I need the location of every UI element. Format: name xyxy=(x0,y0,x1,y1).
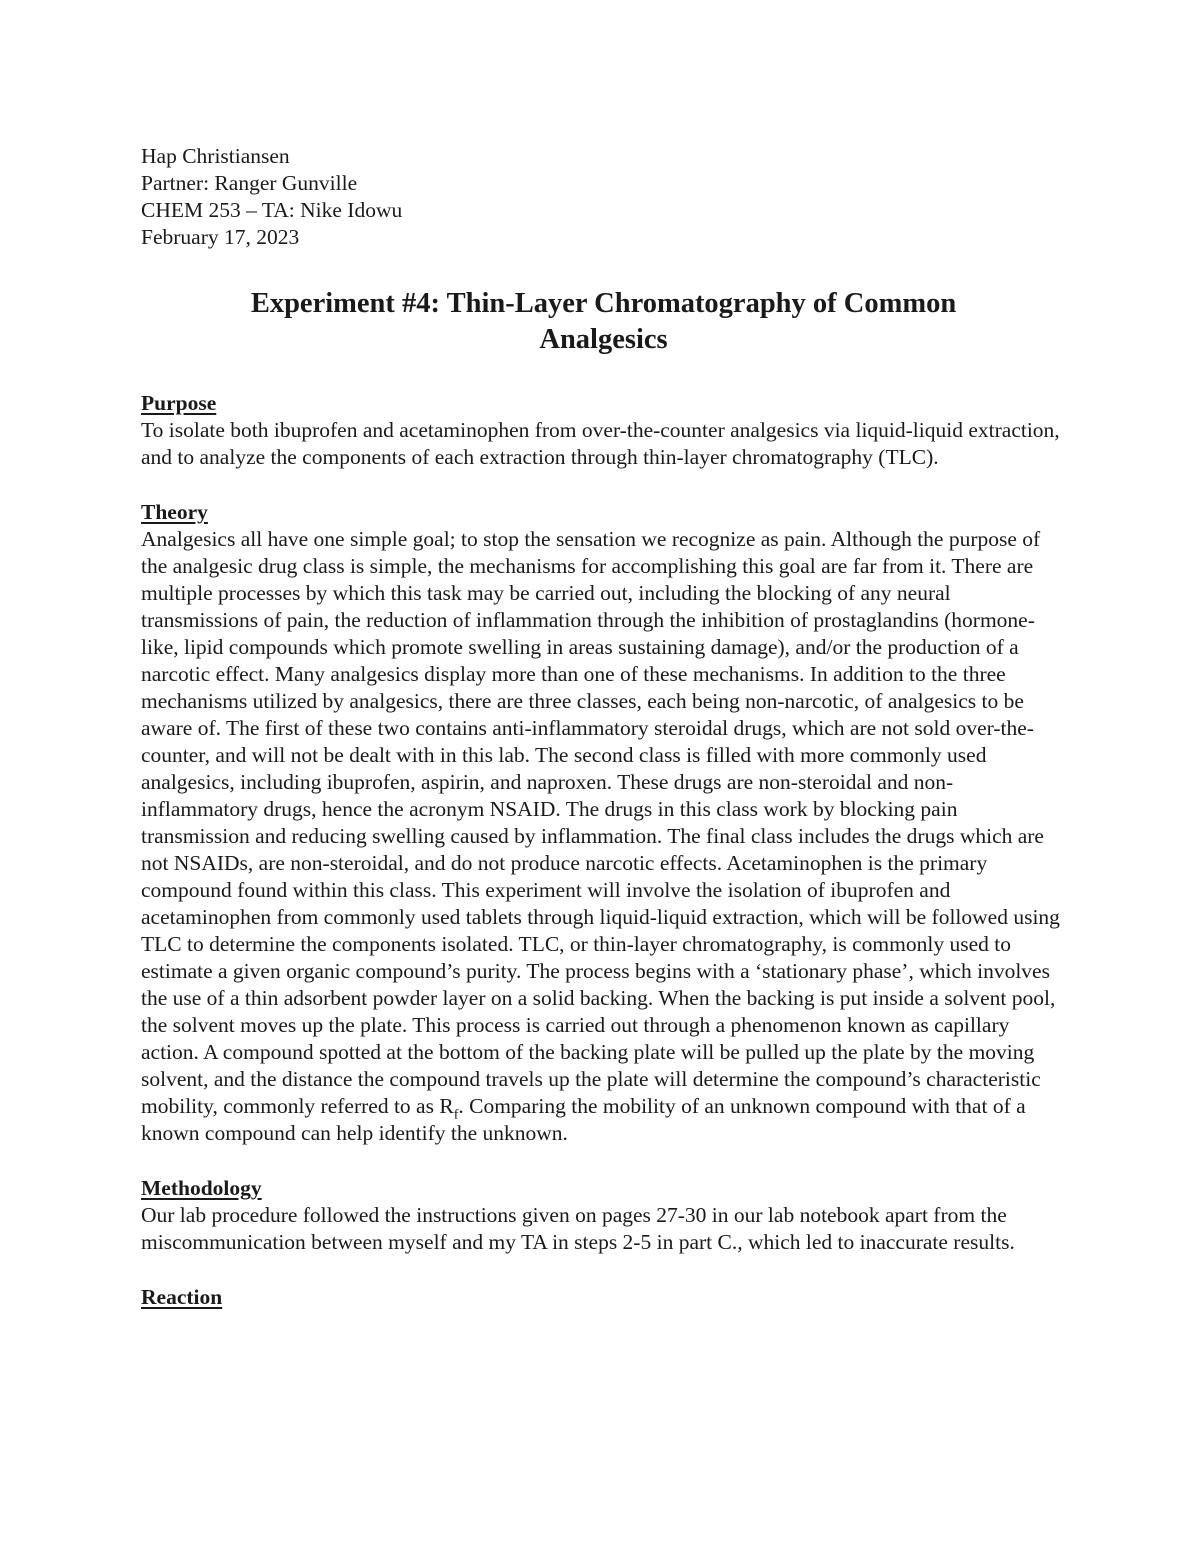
theory-text xyxy=(141,526,1066,1147)
reaction-section xyxy=(141,1284,1066,1311)
course-line: CHEM 253 – TA: Nike Idowu xyxy=(141,198,403,222)
document-content xyxy=(141,143,1066,1311)
purpose-section xyxy=(141,390,1066,471)
purpose-heading: Purpose xyxy=(141,391,217,415)
theory-text-main: Analgesics all have one simple goal; to stop the sensation we recognize as pain. Although the purpose of the analgesic drug class is simple, the mechanisms for accomplishing this goal are far from it. There are multiple processes by which this task may be carried out, including the blocking of any neural transmissions of pain, the reduction of inflammation through the inhibition of prostaglandins (hormone-like, lipid compounds which promote swelling in areas sustaining damage), and/or the production of a narcotic effect. Many analgesics display more than one of these mechanisms. In addition to the three mechanisms utilized by analgesics, there are three classes, each being non-narcotic, of analgesics to be aware of. The first of these two contains anti-inflammatory steroidal drugs, which are not sold over-the-counter, and will not be dealt with in this lab. The second class is filled with more commonly used analgesics, including ibuprofen, aspirin, and naproxen. These drugs are non-steroidal and non-inflammatory drugs, hence the acronym NSAID. The drugs in this class work by blocking pain transmission and reducing swelling caused by inflammation. The final class includes the drugs which are not NSAIDs, are non-steroidal, and do not produce narcotic effects. Acetaminophen is the primary compound found within this class. This experiment will involve the isolation of ibuprofen and acetaminophen from commonly used tablets through liquid-liquid extraction, which will be followed using TLC to determine the components isolated. TLC, or thin-layer chromatography, is commonly used to estimate a given organic compound’s purity. The process begins with a ‘stationary phase’, which involves the use of a thin adsorbent powder layer on a solid backing. When the backing is put inside a solvent pool, the solvent moves up the plate. This process is carried out through a phenomenon known as capillary action. A compound spotted at the bottom of the backing plate will be pulled up the plate by the moving solvent, and the distance the compound travels up the plate will determine the compound’s characteristic mobility, commonly referred to as R xyxy=(141,527,1060,1118)
methodology-text: Our lab procedure followed the instructions given on pages 27-30 in our lab notebook apart from the miscommunication between myself and my TA in steps 2-5 in part C., which led to inaccurate results. xyxy=(141,1203,1015,1254)
methodology-heading: Methodology xyxy=(141,1176,262,1200)
theory-text-end: . Comparing the mobility of an unknown compound with that of a known compound can help identify the unknown. xyxy=(141,1094,1026,1145)
date-line: February 17, 2023 xyxy=(141,225,300,249)
reaction-heading: Reaction xyxy=(141,1285,223,1309)
partner-line: Partner: Ranger Gunville xyxy=(141,171,358,195)
title-line-1: Experiment #4: Thin-Layer Chromatography of Common xyxy=(250,288,957,319)
methodology-section xyxy=(141,1175,1066,1256)
theory-heading: Theory xyxy=(141,500,208,524)
document-title xyxy=(141,286,1066,358)
rf-subscript: f xyxy=(453,1107,459,1123)
purpose-text: To isolate both ibuprofen and acetaminophen from over-the-counter analgesics via liquid-liquid extraction, and to analyze the components of each extraction through thin-layer chromatography (TLC). xyxy=(141,418,1060,469)
author-name: Hap Christiansen xyxy=(141,144,290,168)
theory-section xyxy=(141,499,1066,1147)
author-header xyxy=(141,143,1066,251)
title-line-2: Analgesics xyxy=(539,324,668,355)
